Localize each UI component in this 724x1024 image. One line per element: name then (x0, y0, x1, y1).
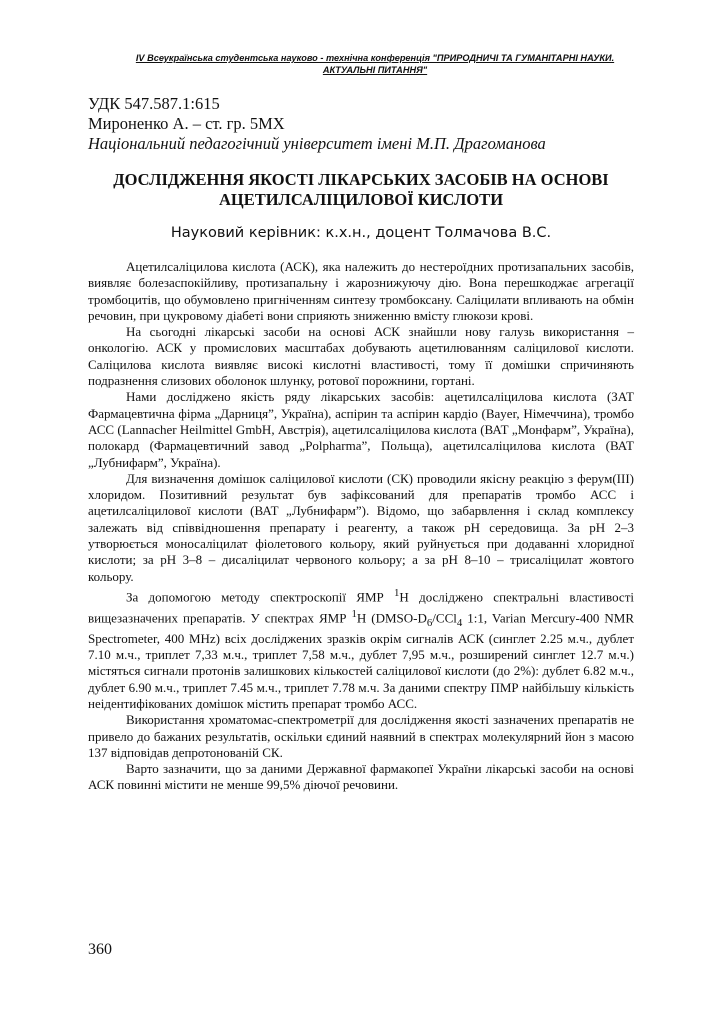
paragraph-5-part-e: 1:1, Varian Mercury-400 NMR Spectrometer, 400 MHz) всіх досліджених зразків окрім сигналів АСК (синглет 2.25 м.ч., дублет 7.10 м.ч., триплет 7,33 м.ч., триплет 7,58 м.ч., дублет 7,95 м.ч., розширений синглет 12.7 м.ч.) містяться сигнали протонів залишкових кількостей саліцилової кислоти (до 2%): дублет 6.82 м.ч., дублет 6.90 м.ч., триплет 7.45 м.ч., триплет 7.78 м.ч. За даними спектру ПМР найбільшу кількість неідентифікованих домішок містить препарат тромбо АСС. (88, 609, 634, 711)
paragraph-3: Нами досліджено якість ряду лікарських засобів: ацетилсаліцилова кислота (ЗАТ Фармацевтична фірма „Дарниця”, Україна), аспірин та аспірин кардіо (Bayer, Німеччина), тромбо АСС (Lannacher Heilmittel GmbH, Австрія), ацетилсаліцилова кислота (ВАТ „Монфарм”, Україна), полокард (Фармацевтичний завод „Polpharma”, Польща), ацетилсаліцилова кислота (ВАТ „Лубнифарм”, Україна). (88, 389, 634, 470)
paragraph-5-part-a: За допомогою методу спектроскопії ЯМР (126, 589, 394, 605)
paragraph-5 (88, 585, 634, 712)
udk-code: УДК 547.587.1:615 (88, 94, 220, 113)
running-header-line-2: АКТУАЛЬНІ ПИТАННЯ" (322, 65, 428, 75)
subscript-6: 6 (426, 616, 433, 629)
supervisor: Науковий керівник: к.х.н., доцент Толмачова В.С. (170, 225, 552, 241)
paragraph-5-part-d: /CCl (432, 609, 457, 625)
superscript-1: 1 (394, 586, 400, 599)
body-text (88, 259, 634, 794)
paragraph-5-part-b: Н досліджено спектральні властивості вищезазначених препаратів. У спектрах ЯМР (88, 589, 634, 625)
affiliation: Національний педагогічний університет імені М.П. Драгоманова (88, 134, 546, 153)
paragraph-1: Ацетилсаліцилова кислота (АСК), яка належить до нестероїдних протизапальних засобів, виявляє болезаспокійливу, протизапальну і жарознижуючу дію. Вона перешкоджає агрегації тромбоцитів, що обумовлено пригніченням синтезу тромбоксану. Саліцилати впливають на обмін речовин, при цукровому діабеті вони сприяють зниженню вмісту глюкози крові. (88, 259, 634, 323)
superscript-1-second: 1 (351, 607, 357, 620)
subscript-4: 4 (456, 616, 463, 629)
page-number: 360 (88, 941, 112, 958)
paper-title (88, 170, 634, 210)
author-name: Мироненко А. – ст. гр. 5МХ (88, 114, 285, 133)
author-block (88, 94, 668, 154)
paragraph-6: Використання хроматомас-спектрометрії для дослідження якості зазначених препаратів не привело до бажаних результатів, оскільки єдиний наявний в спектрах молекулярний йон з масою 137 відповідав депротонованій СК. (88, 712, 634, 760)
paragraph-5-part-c: H (DMSO-D (356, 609, 427, 625)
running-header-line-1: IV Всеукраїнська студентська науково - технічна конференція "ПРИРОДНИЧІ ТА ГУМАНІТАРНІ НАУКИ. (135, 53, 615, 63)
paragraph-2: На сьогодні лікарські засоби на основі АСК знайшли нову галузь використання – онкологію. АСК у промислових масштабах добувають ацетилюванням саліцилової кислоти. Саліцилова кислота виявляє високі кислотні властивості, тому її домішки спричиняють подразнення слизових оболонок шлунку, ротової порожнини, гортані. (88, 324, 634, 389)
paper-title-line-1: ДОСЛІДЖЕННЯ ЯКОСТІ ЛІКАРСЬКИХ ЗАСОБІВ НА ОСНОВІ (113, 170, 609, 189)
paper-title-line-2: АЦЕТИЛСАЛІЦИЛОВОЇ КИСЛОТИ (218, 190, 504, 209)
paragraph-7: Варто зазначити, що за даними Державної фармакопеї України лікарські засоби на основі АСК повинні містити не менше 99,5% діючої речовини. (88, 761, 634, 793)
running-header (80, 52, 670, 76)
paragraph-4: Для визначення домішок саліцилової кислоти (СК) проводили якісну реакцію з ферум(ІІІ) хлоридом. Позитивний результат був зафіксований для препаратів тромбо АСС і ацетилсаліцилової кислоти (ВАТ „Лубнифарм”). Відомо, що забарвлення і склад комплексу залежать від співвідношення препарату і реагенту, а також pH середовища. За pH 2–3 утворюється моносаліцилат фіолетового кольору, який руйнується при додаванні хлоридної кислоти; за pH 3–8 – дисаліцилат червоного кольору; а за pH 8–10 – трисаліцилат жовтого кольору. (88, 470, 634, 584)
